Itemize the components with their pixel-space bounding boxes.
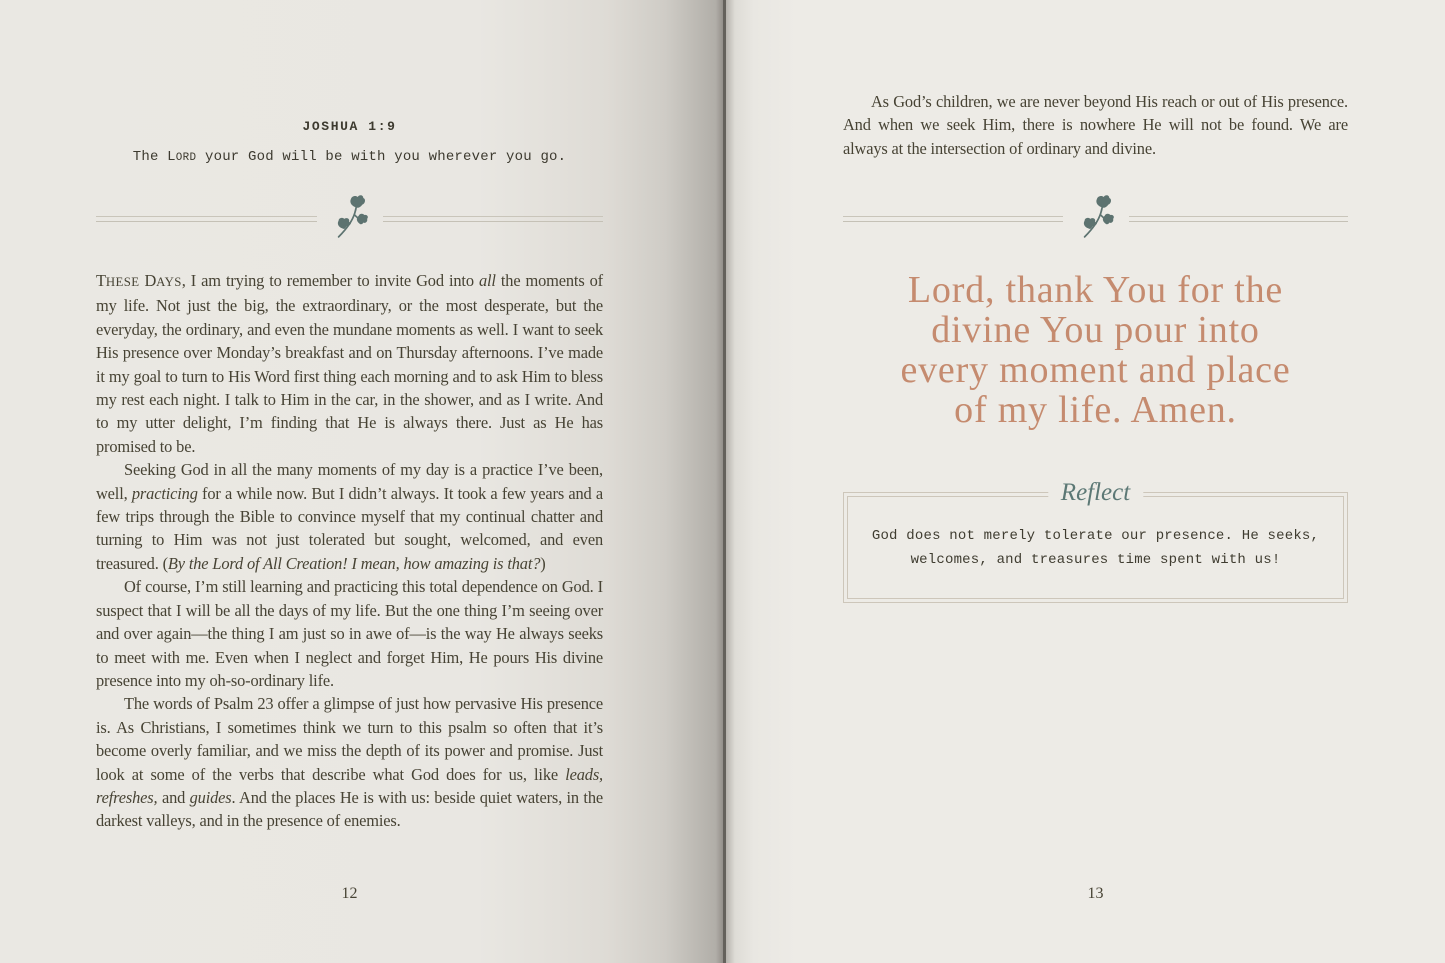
- devotional-body-continued: [843, 90, 1348, 160]
- scripture-verse: The LORD your God will be with you wherever you go.: [132, 149, 567, 165]
- reflect-title: Reflect: [1048, 478, 1143, 508]
- scripture-reference: JOSHUA 1:9: [302, 119, 397, 134]
- leaf-sprig-icon: [331, 193, 369, 239]
- divider-rule-right: [383, 216, 604, 222]
- prayer-line: Lord, thank You for the: [907, 269, 1284, 311]
- section-divider: [843, 216, 1348, 222]
- divider-rule-left: [843, 216, 1063, 222]
- prayer-line: divine You pour into: [931, 309, 1260, 351]
- divider-rule-right: [1129, 216, 1349, 222]
- body-paragraph: As God’s children, we are never beyond His reach or out of His presence. And when we seek Him, there is nowhere He will not be found. We are always at the intersection of ordinary and divine.: [843, 92, 1348, 158]
- right-page-column: [843, 0, 1348, 963]
- body-paragraph: The words of Psalm 23 offer a glimpse of just how pervasive His presence is. As Christians, I sometimes think we turn to this psalm so often that it’s become overly familiar, and we miss the depth of its power and promise. Just look at some of the verbs that describe what God does for us, like leads, refreshes, and guides. And the places He is with us: beside quiet waters, in the darkest valleys, and in the presence of enemies.: [96, 694, 603, 831]
- page-number-left: 12: [341, 885, 358, 902]
- right-page: [726, 0, 1445, 963]
- reflect-line: welcomes, and treasures time spent with us!: [910, 552, 1281, 568]
- leaf-sprig-icon: [1077, 193, 1115, 239]
- prayer-line: every moment and place: [900, 349, 1291, 391]
- devotional-body: [96, 269, 603, 833]
- body-paragraph: Seeking God in all the many moments of my day is a practice I’ve been, well, practicing for a while now. But I didn’t always. It took a few years and a few trips through the Bible to convince myself that my continual chatter and turning to Him was not just tolerated but sought, welcomed, and even treasured. (By the Lord of All Creation! I mean, how amazing is that?): [96, 460, 604, 573]
- left-page-column: [96, 0, 603, 963]
- page-number-right: 13: [1087, 885, 1104, 902]
- divider-rule-left: [96, 216, 317, 222]
- prayer-line: of my life. Amen.: [954, 389, 1237, 431]
- prayer-text: [843, 270, 1348, 430]
- body-paragraph: Of course, I’m still learning and practicing this total dependence on God. I suspect that I will be all the days of my life. But the one thing I’m seeing over and over again—the thing I am just so in awe of—is the way He always seeks to meet with me. Even when I neglect and forget Him, He pours His divine presence into my oh-so-ordinary life.: [96, 577, 603, 690]
- reflect-box: [843, 479, 1348, 603]
- reflect-body: [844, 524, 1347, 572]
- reflect-line: God does not merely tolerate our presence. He seeks,: [871, 528, 1320, 544]
- section-divider: [96, 216, 603, 222]
- body-paragraph: THESE DAYS, I am trying to remember to invite God into all the moments of my life. Not just the big, the extraordinary, or the most desperate, but the everyday, the ordinary, and even the mundane moments as well. I want to seek His presence over Monday’s breakfast and on Thursday afternoons. I’ve made it my goal to turn to His Word first thing each morning and to ask Him to bless my rest each night. I talk to Him in the car, in the shower, and as I write. And to my utter delight, I’m finding that He is always there. Just as He has promised to be.: [96, 271, 603, 456]
